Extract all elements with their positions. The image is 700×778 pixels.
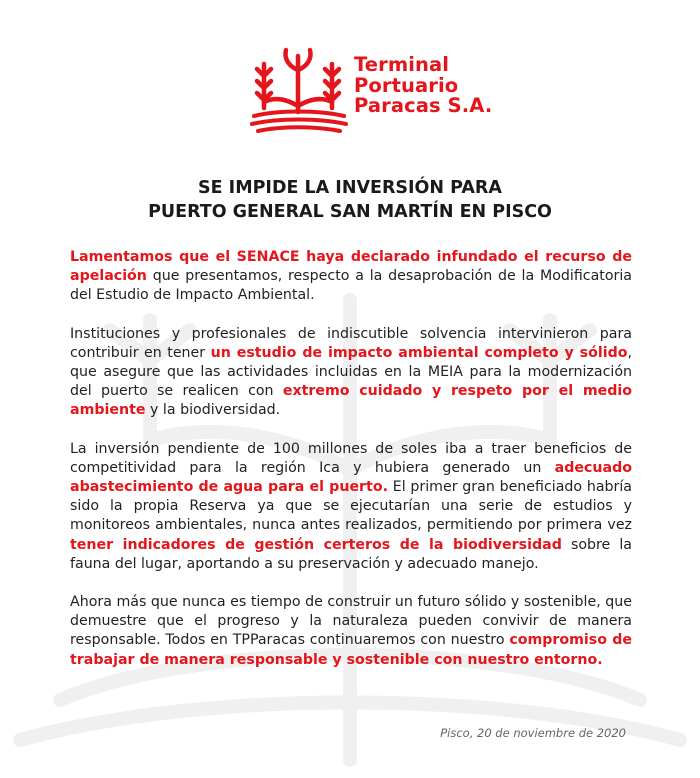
paragraph-1-segment: que presentamos, respecto a la desaprobación de la Modificatoria del Estudio de Impacto Ambiental. [70, 268, 632, 304]
paragraph-2-segment: Instituciones y profesionales de indiscutible solvencia intervinieron para contribuir en tener [70, 325, 632, 361]
paragraph-1 [70, 248, 632, 306]
paragraph-2-segment: extremo cuidado y respeto por el medio ambiente [70, 383, 633, 419]
logo-wordmark [354, 55, 492, 117]
paragraph-2-segment: y la biodiversidad. [145, 402, 281, 419]
statement-body [70, 248, 632, 689]
paragraph-3-segment: El primer gran beneficiado habría sido la propia Reserva ya que se ejecutarían una serie de estudios y monitoreos ambientales, nunca antes realizados, permitiendo por primera vez [70, 479, 632, 534]
title-line-1: SE IMPIDE LA INVERSIÓN PARA [198, 178, 502, 198]
paragraph-2-segment: , que asegure que las actividades incluidas en la MEIA para la modernización del puerto se realicen con [70, 344, 632, 400]
paragraph-2-segment: un estudio de impacto ambiental completo y sólido [210, 344, 628, 361]
logo-line-1: Terminal [354, 53, 450, 76]
company-logo [248, 44, 493, 134]
paragraph-3-segment: adecuado abastecimiento de agua para el puerto. [70, 459, 632, 496]
paragraph-4 [70, 593, 632, 670]
paragraph-3-segment: tener indicadores de gestión certeros de la biodiversidad [70, 536, 562, 553]
paragraph-3-segment: sobre la fauna del lugar, aportando a su preservación y adecuado manejo. [70, 536, 632, 572]
title-line-2: PUERTO GENERAL SAN MARTÍN EN PISCO [148, 202, 552, 222]
paragraph-3 [70, 440, 632, 574]
logo-line-3: Paracas S.A. [354, 94, 493, 117]
paragraph-1-segment: Lamentamos que el SENACE haya declarado infundado el recurso de apelación [70, 249, 632, 285]
paragraph-4-segment: compromiso de trabajar de manera responsable y sostenible con nuestro entorno. [70, 632, 632, 668]
paragraph-3-segment: La inversión pendiente de 100 millones de soles iba a traer beneficios de competitividad para la región Ica y hubiera generado un [70, 440, 632, 476]
signoff-date: Pisco, 20 de noviembre de 2020 [440, 726, 626, 740]
page-title [0, 176, 700, 224]
logo-line-2: Portuario [354, 73, 459, 97]
paragraph-4-segment: Ahora más que nunca es tiempo de construir un futuro sólido y sostenible, que demuestre que el progreso y la naturaleza pueden convivir de manera responsable. Todos en TPParacas continuaremos con nuestro [70, 594, 632, 649]
logo-mark-icon [248, 44, 348, 134]
paragraph-2 [70, 325, 632, 421]
